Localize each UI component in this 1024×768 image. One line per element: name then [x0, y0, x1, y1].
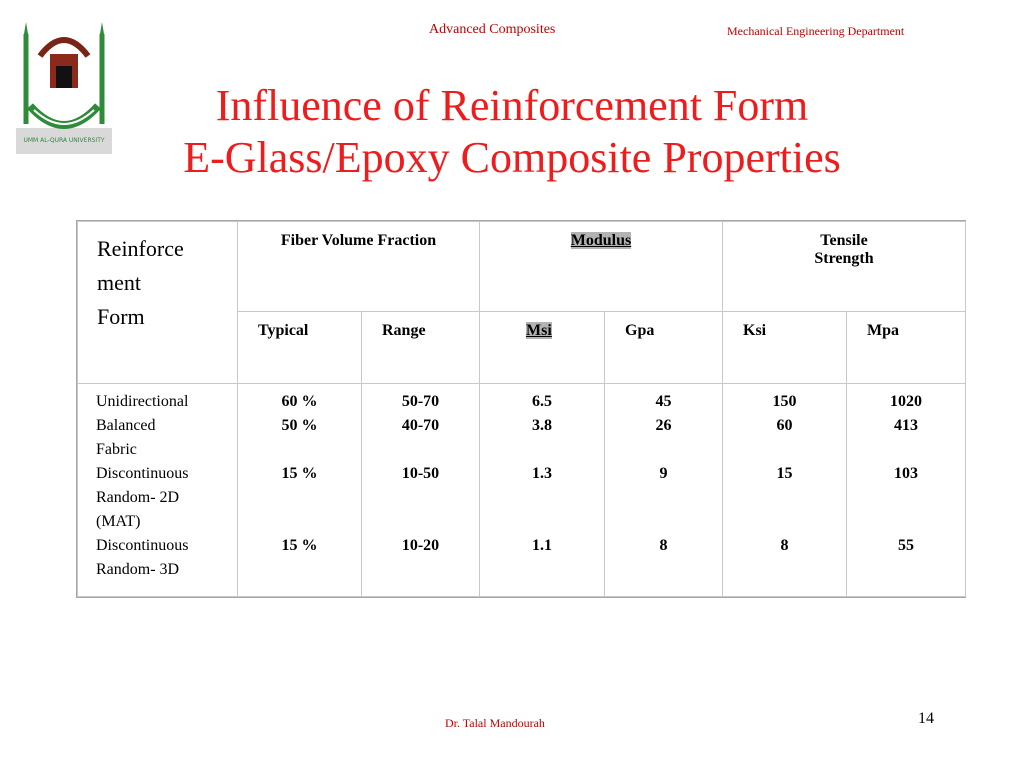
- header-modulus: Modulus: [480, 222, 723, 312]
- subheader-typical: Typical: [238, 312, 362, 384]
- header-reinforcement-form: Reinforce ment Form: [78, 222, 238, 384]
- subheader-range: Range: [362, 312, 480, 384]
- subheader-gpa: Gpa: [605, 312, 723, 384]
- course-title: Advanced Composites: [429, 22, 556, 37]
- mpa-column: 1020 413 103 55: [847, 384, 966, 597]
- ksi-column: 150 60 15 8: [723, 384, 847, 597]
- reinforcement-form-list: Unidirectional Balanced Fabric Discontinuous Random- 2D (MAT) Discontinuous Random- 3D: [78, 384, 238, 597]
- slide-title: [0, 80, 1024, 184]
- department-name: Mechanical Engineering Department: [727, 24, 905, 38]
- gpa-column: 45 26 9 8: [605, 384, 723, 597]
- subheader-ksi: Ksi: [723, 312, 847, 384]
- msi-column: 6.5 3.8 1.3 1.1: [480, 384, 605, 597]
- range-column: 50-70 40-70 10-50 10-20: [362, 384, 480, 597]
- typical-column: 60 % 50 % 15 % 15 %: [238, 384, 362, 597]
- header-fiber-volume-fraction: Fiber Volume Fraction: [238, 222, 480, 312]
- author-footer: Dr. Talal Mandourah: [445, 716, 545, 730]
- subheader-mpa: Mpa: [847, 312, 966, 384]
- subheader-msi: Msi: [480, 312, 605, 384]
- title-line-1: Influence of Reinforcement Form: [215, 81, 809, 130]
- page-number: 14: [918, 710, 934, 727]
- header-tensile-strength: Tensile Strength: [723, 222, 966, 312]
- title-line-2: E-Glass/Epoxy Composite Properties: [183, 133, 841, 182]
- properties-table: [76, 220, 966, 598]
- svg-text:UMM AL-QURA UNIVERSITY: UMM AL-QURA UNIVERSITY: [23, 137, 105, 144]
